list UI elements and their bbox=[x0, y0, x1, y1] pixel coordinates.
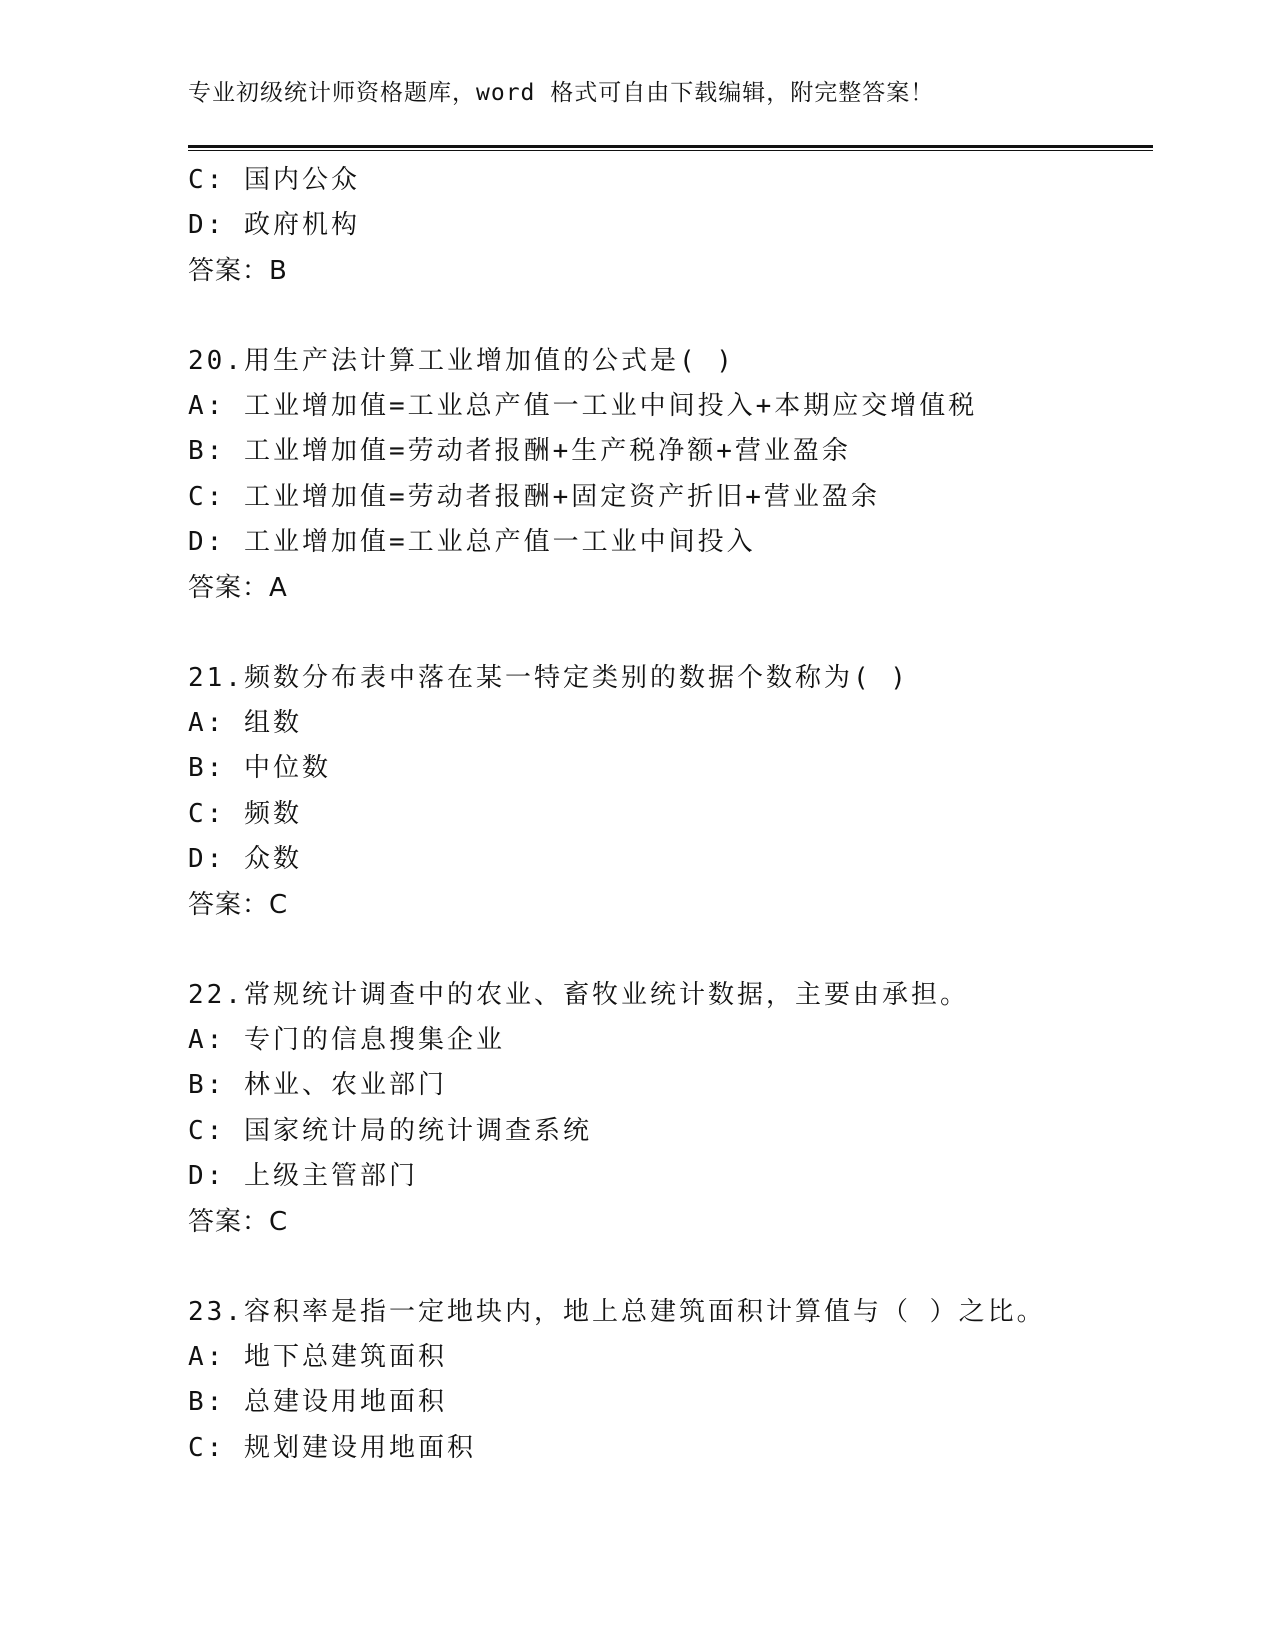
option-line: C: 频数 bbox=[188, 799, 302, 829]
header-divider bbox=[188, 145, 1153, 151]
option-line: C: 国家统计局的统计调查系统 bbox=[188, 1116, 592, 1146]
answer-line: 答案：C bbox=[188, 890, 289, 920]
answer-line: 答案：C bbox=[188, 1207, 289, 1237]
option-line: D: 工业增加值=工业总产值一工业中间投入 bbox=[188, 527, 756, 557]
header-note: 专业初级统计师资格题库，word 格式可自由下载编辑，附完整答案！ bbox=[188, 80, 935, 106]
option-line: D: 众数 bbox=[188, 844, 302, 874]
option-line: C: 规划建设用地面积 bbox=[188, 1433, 476, 1463]
option-line: B: 林业、农业部门 bbox=[188, 1070, 447, 1100]
option-line: B: 中位数 bbox=[188, 753, 331, 783]
option-line: B: 工业增加值=劳动者报酬+生产税净额+营业盈余 bbox=[188, 436, 851, 466]
answer-line: 答案：A bbox=[188, 573, 288, 603]
question-line: 22.常规统计调查中的农业、畜牧业统计数据，主要由承担。 bbox=[188, 980, 969, 1010]
option-line: D: 政府机构 bbox=[188, 210, 360, 240]
question-line: 20.用生产法计算工业增加值的公式是( ) bbox=[188, 346, 735, 376]
question-line: 23.容积率是指一定地块内，地上总建筑面积计算值与（ ）之比。 bbox=[188, 1297, 1046, 1327]
option-line: A: 组数 bbox=[188, 708, 302, 738]
option-line: C: 工业增加值=劳动者报酬+固定资产折旧+营业盈余 bbox=[188, 482, 880, 512]
option-line: A: 专门的信息搜集企业 bbox=[188, 1025, 505, 1055]
option-line: A: 地下总建筑面积 bbox=[188, 1342, 447, 1372]
option-line: C: 国内公众 bbox=[188, 165, 360, 195]
answer-line: 答案：B bbox=[188, 256, 288, 286]
option-line: D: 上级主管部门 bbox=[188, 1161, 418, 1191]
option-line: B: 总建设用地面积 bbox=[188, 1387, 447, 1417]
option-line: A: 工业增加值=工业总产值一工业中间投入+本期应交增值税 bbox=[188, 391, 978, 421]
question-line: 21.频数分布表中落在某一特定类别的数据个数称为( ) bbox=[188, 663, 909, 693]
